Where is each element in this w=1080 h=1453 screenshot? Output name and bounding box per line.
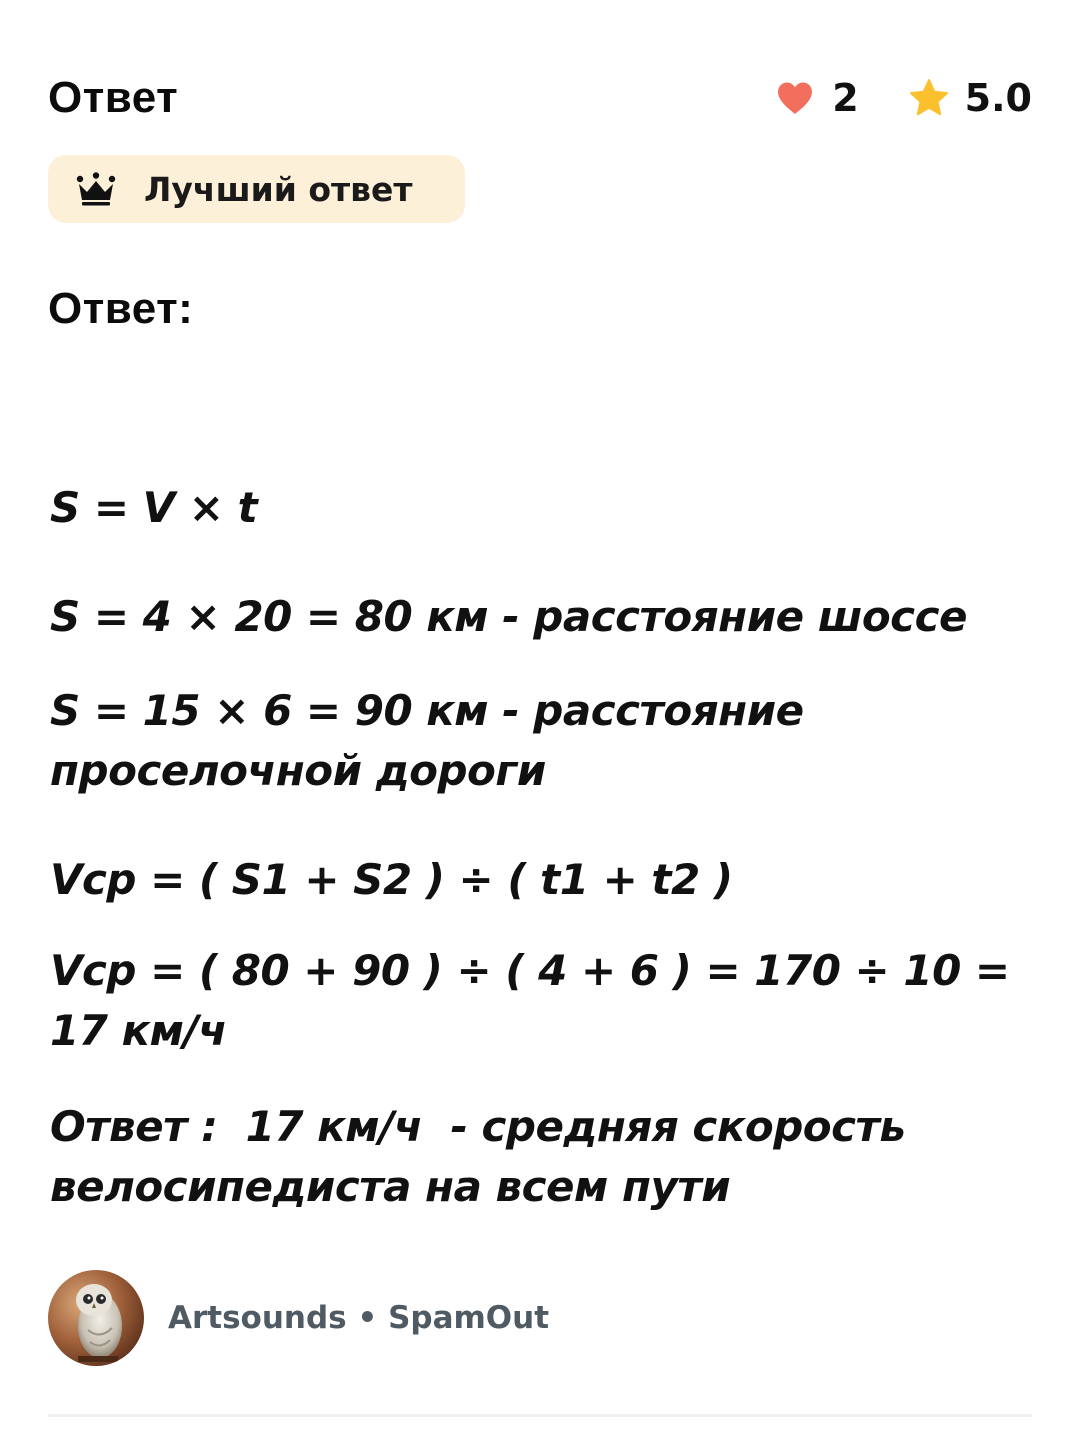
- author-info[interactable]: [48, 1270, 549, 1366]
- best-answer-badge: [48, 155, 465, 223]
- answer-conclusion: Ответ : 17 км/ч - средняя скорость велосипедиста на всем пути: [50, 1102, 920, 1211]
- likes-count: 2: [832, 76, 859, 120]
- star-icon: [909, 78, 949, 118]
- best-answer-label: Лучший ответ: [144, 169, 413, 209]
- heart-icon: [776, 81, 814, 115]
- formula-line: S = V × t: [50, 483, 258, 532]
- author-line: [168, 1300, 549, 1336]
- author-rank: SpamOut: [388, 1300, 550, 1336]
- formula-line: Vср = ( S1 + S2 ) ÷ ( t1 + t2 ): [50, 855, 733, 904]
- rating-display[interactable]: [909, 76, 1032, 120]
- owl-avatar-icon: [48, 1270, 144, 1366]
- avatar[interactable]: [48, 1270, 144, 1366]
- formula-line: Vср = ( 80 + 90 ) ÷ ( 4 + 6 ) = 170 ÷ 10 = 17 км/ч: [50, 946, 1024, 1055]
- formula-line: S = 4 × 20 = 80 км - расстояние шоссе: [50, 592, 967, 641]
- answer-header: [48, 66, 1032, 130]
- answer-heading: Ответ:: [48, 284, 194, 333]
- formula-line: S = 15 × 6 = 90 км - расстояние проселочной дороги: [50, 686, 818, 795]
- rating-value: 5.0: [964, 76, 1032, 120]
- divider: [48, 1414, 1032, 1417]
- answer-title: Ответ: [48, 73, 179, 122]
- author-name[interactable]: Artsounds: [168, 1300, 347, 1336]
- crown-icon: [76, 172, 116, 206]
- answer-stats: [776, 76, 1032, 120]
- author-separator: •: [357, 1300, 378, 1336]
- likes-button[interactable]: [776, 76, 858, 120]
